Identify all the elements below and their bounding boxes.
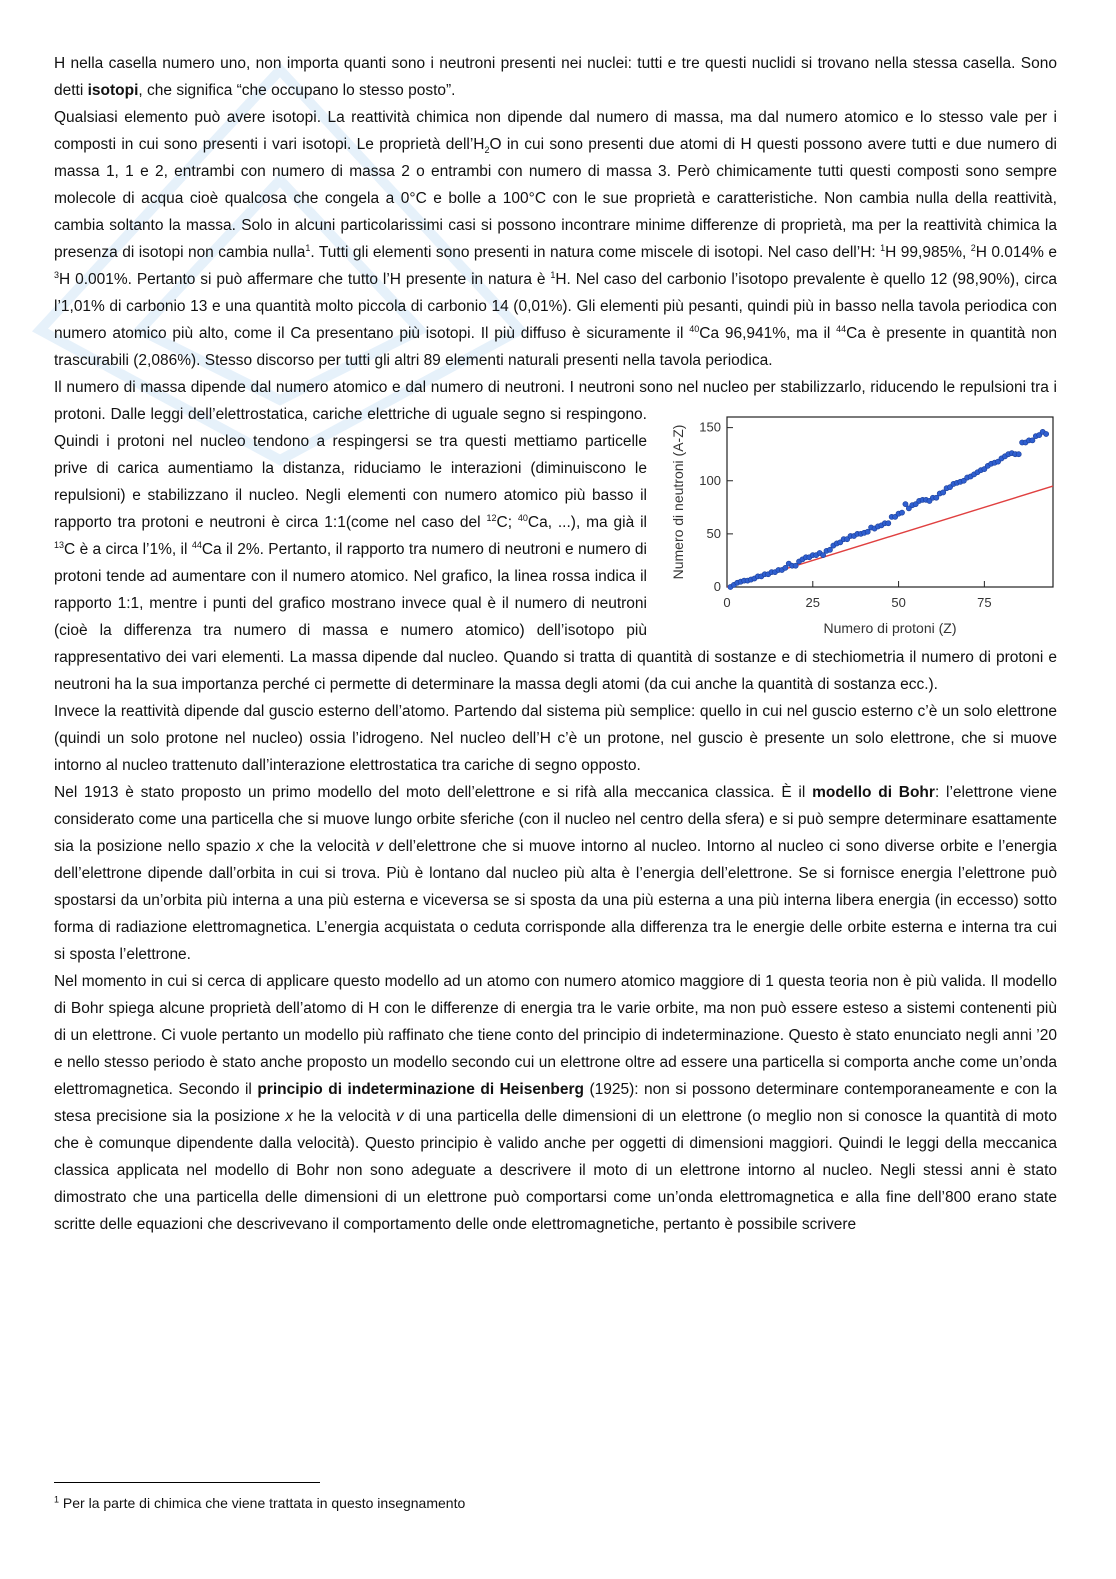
data-point <box>934 495 939 500</box>
document-page <box>54 50 1057 1238</box>
y-tick-label: 50 <box>706 525 721 541</box>
data-point <box>820 553 825 558</box>
data-point <box>1030 438 1035 443</box>
paragraph-reattivita: Qualsiasi elemento può avere isotopi. La reattività chimica non dipende dal numero di massa, ma dal numero atomico e lo stesso vale per i composti in cui sono presenti i vari isotopi. Le proprietà $dell’H_2O$ in cui sono presenti due atomi di H questi possono avere tutti e due numero di massa 1, 1 e 2, entrambi con numero di massa 2 o entrambi con numero di massa 3. Però chimicamente tutti questi composti sono sempre molecole di acqua cioè qualcosa che congela a 0°C e bolle a 100°C con le sue proprietà e caratteristiche. Non cambia nulla della reattività, cambia soltanto la massa. Solo in alcuni particolarissimi casi si possono incontrare minime differenze di proprietà, ma per la reattività chimica la presenza di isotopi non cambia nulla$^1$. Tutti gli elementi sono presenti in natura come miscele di isotopi. Nel caso dell’H: $^1$H 99,985%, $^2$H 0.014% e $^3$H 0.001%. Pertanto si può affermare che tutto l’H presente in natura è $^1$H. Nel caso del carbonio l’isotopo prevalente è quello 12 (98,90%), circa l’1,01% di carbonio 13 e una quantità molto piccola di carbonio 14 (0,01%). Gli elementi più pesanti, quindi più in basso nella tavola periodica con numero atomico più alto, come il Ca presentano più isotopi. Il più diffuso è sicuramente il $^{40}$Ca 96,941%, ma il $^{44}$Ca è presente in quantità non trascurabili (2,086%). Stesso discorso per tutti gli altri 89 elementi naturali presenti nella tavola periodica. <box>54 109 1058 369</box>
y-tick-label: 150 <box>699 419 721 435</box>
data-point <box>1044 431 1049 436</box>
data-point <box>941 490 946 495</box>
term-modello-bohr: modello di Bohr <box>812 784 935 801</box>
y-tick-label: 100 <box>699 472 721 488</box>
y-axis-label: Numero di neutroni (A-Z) <box>670 424 686 580</box>
x-tick-label: 25 <box>805 595 821 610</box>
x-tick-label: 50 <box>891 595 906 610</box>
y-tick-label: 0 <box>713 579 721 594</box>
x-axis-label: Numero di protoni (Z) <box>823 620 957 636</box>
paragraph-guscio-esterno: Invece la reattività dipende dal guscio esterno dell’atomo. Partendo dal sistema più semplice: quello in cui nel guscio esterno c’è un solo elettrone (quindi un solo protone nel nucleo) ossia l’idrogeno. Nel nucleo dell’H c’è un protone, nel guscio è presente un solo elettrone, che si muove intorno al nucleo trattenuto dall’interazione elettrostatica tra cariche di segno opposto. <box>54 703 1057 774</box>
data-point <box>865 529 870 534</box>
paragraph-neutroni: Il numero di massa dipende dal numero atomico e dal numero di neutroni. I neutroni sono nel nucleo per stabilizzarlo, 0 25 50 75 0 50 100 150 Numero di protoni (Z) Numero di neutroni (A-Z) riducendo le repulsioni tra i protoni. Dalle leggi dell’elettrostatica, cariche elettriche di uguale segno si respingono. Quindi i protoni nel nucleo tendono a respingersi se tra questi mettiamo particelle prive di carica aumentiamo la distanza, riduciamo le interazioni (diminuiscono le repulsioni) e stabilizzano il nucleo. Negli elementi con numero atomico più basso il rapporto tra protoni e neutroni è circa 1:1(come nel caso del $^{12}$C; $^{40}$Ca, ...), ma già il $^{13}$C è a circa l’1%, il $^{44}$Ca il 2%. Pertanto, il rapporto tra numero di neutroni e numero di protoni tende ad aumentare con il numero atomico. Nel grafico, la linea rossa indica il rapporto 1:1, mentre i punti del grafico mostrano invece qual è il numero di neutroni (cioè la differenza tra numero di massa e numero atomico) dell’isotopo più rappresentativo dei vari elementi. La massa dipende dal nucleo. Quando si tratta di quantità di sostanze e di stechiometria il numero di protoni e neutroni ha la sua importanza perché ci permette di determinare la massa degli atomi (da cui anche la quantità di sostanza ecc.). <box>54 379 1057 693</box>
term-isotopi: isotopi <box>87 82 139 99</box>
data-point <box>1016 452 1021 457</box>
plot-frame <box>727 417 1053 587</box>
data-point <box>903 502 908 507</box>
term-heisenberg: principio di indeterminazione di Heisenberg <box>257 1081 585 1098</box>
footnote-divider <box>54 1482 320 1483</box>
data-point <box>793 563 798 568</box>
data-point <box>827 547 832 552</box>
x-tick-label: 0 <box>723 595 731 610</box>
footnote: $^1$ Per la parte di chimica che viene trattata in questo insegnamento <box>54 1494 466 1511</box>
data-point <box>899 510 904 515</box>
paragraph-isotopi: H nella casella numero uno, non importa quanti sono i neutroni presenti nei nuclei: tutti e tre questi nuclidi si trovano nella stessa casella. Sono detti isotopi, che significa “che occupano lo stesso posto”. <box>54 55 1057 99</box>
footnote-ref[interactable]: 1 <box>305 242 311 253</box>
paragraph-heisenberg: Nel momento in cui si cerca di applicare questo modello ad un atomo con numero atomico maggiore di 1 questa teoria non è più valida. Il modello di Bohr spiega alcune proprietà dell’atomo di H con le differenze di energia tra le varie orbite, ma non può essere esteso a sistemi contenenti più di un elettrone. Ci vuole pertanto un modello più raffinato che tiene conto del principio di indeterminazione. Questo è stato enunciato negli anni ’20 e nello stesso periodo è stato anche proposto un modello secondo cui un elettrone oltre ad essere una particella si comporta anche come un’onda elettromagnetica. Secondo il principio di indeterminazione di Heisenberg (1925): non si possono determinare contemporaneamente e con la stesa precisione sia la posizione x he la velocità v di una particella delle dimensioni di un elettrone (o meglio non si conosce la quantità di moto che è comunque dipendente dalla velocità). Questo principio è valido anche per oggetti di dimensioni maggiori. Quindi le leggi della meccanica classica applicata nel modello di Bohr non sono adeguate a descrivere il moto di un elettrone intorno al nucleo. Negli stessi anni è stato dimostrato che una particella delle dimensioni di un elettrone può comportarsi come un’onda elettromagnetica e alla fine dell’800 erano state scritte delle equazioni che descrivevano il comportamento delle onde elettromagnetiche, pertanto è possibile scrivere <box>54 973 1057 1233</box>
data-point <box>783 565 788 570</box>
paragraph-modello-bohr: Nel 1913 è stato proposto un primo modello del moto dell’elettrone e si rifà alla meccanica classica. È il modello di Bohr: l’elettrone viene considerato come una particella che si muove lungo orbite sferiche (con il nucleo nel centro della sfera) e si può sempre determinare esattamente sia la posizione nello spazio x che la velocità v dell’elettrone che si muove intorno al nucleo. Intorno al nucleo ci sono diverse orbite e l’energia dell’elettrone dipende dall’orbita in cui si trova. Più è lontano dal nucleo più alta è l’energia dell’elettrone. Se si fornisce energia l’elettrone può spostarsi da un’orbita più interna a una più esterna e viceversa se si sposta da una più esterna a una più interna libera energia (in eccesso) sotto forma di radiazione elettromagnetica. L’energia acquistata o ceduta corrisponde alla differenza tra le energie delle orbite esterna e interna tra cui si sposta l’elettrone. <box>54 784 1058 963</box>
x-tick-label: 75 <box>977 595 992 610</box>
neutron-proton-chart <box>667 409 1057 639</box>
data-point <box>886 521 891 526</box>
